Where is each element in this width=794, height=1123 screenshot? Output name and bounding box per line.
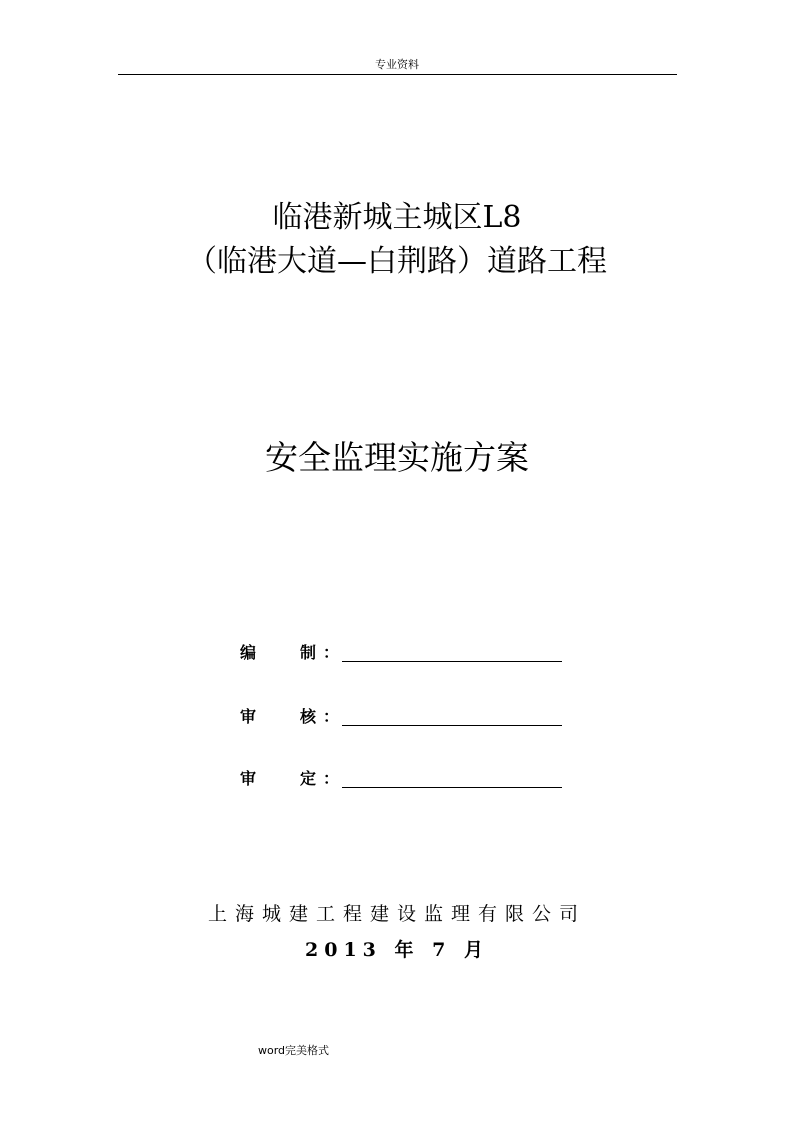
signature-row-prepared: [240, 640, 570, 666]
header-divider: [118, 74, 677, 75]
signature-label-char-2: 制: [300, 643, 317, 662]
signature-blank-line: [342, 787, 562, 788]
page-footer: word完美格式: [258, 1044, 330, 1057]
document-date: 2013 年 7 月: [305, 939, 489, 961]
signature-label-colon: ：: [323, 769, 340, 788]
signature-label-char-2: 定: [300, 769, 317, 788]
signature-blank-line: [342, 661, 562, 662]
project-title-line-1: 临港新城主城区L8: [272, 200, 522, 235]
signature-blank-line: [342, 725, 562, 726]
company-name: 上海城建工程建设监理有限公司: [207, 903, 586, 925]
signature-label-colon: ：: [323, 707, 340, 726]
document-title: 安全监理实施方案: [265, 438, 529, 477]
signature-label-char-1: 编: [240, 643, 257, 662]
signature-label-char-1: 审: [240, 707, 257, 726]
signature-row-reviewed: [240, 704, 570, 730]
signature-row-approved: [240, 766, 570, 792]
signature-label-char-1: 审: [240, 769, 257, 788]
project-title-line-2: （临港大道—白荆路）道路工程: [187, 244, 607, 279]
signature-label-char-2: 核: [300, 707, 317, 726]
signature-label-colon: ：: [323, 643, 340, 662]
page-header: 专业资料: [375, 58, 419, 71]
